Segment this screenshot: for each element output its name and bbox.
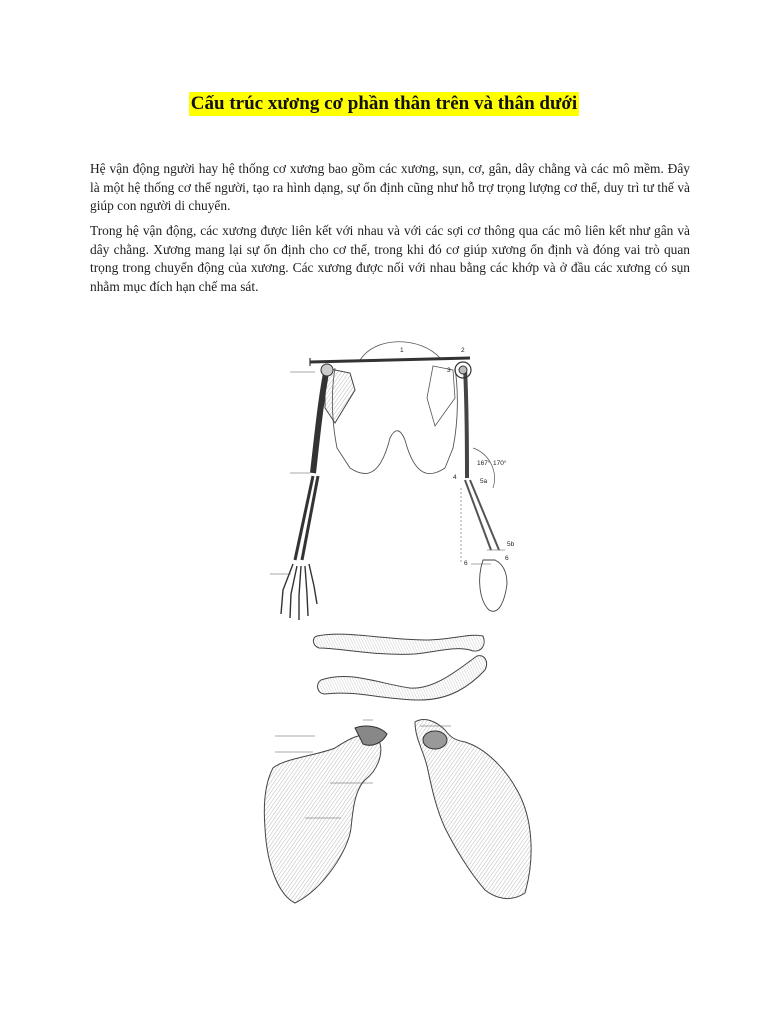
figure-labels <box>400 347 515 567</box>
upper-limb-skeleton <box>270 342 507 620</box>
anatomy-illustration <box>255 328 555 908</box>
label-5a: 5a <box>480 478 488 485</box>
skeleton-drawing <box>255 328 555 908</box>
label-angle-167: 167° <box>477 460 491 467</box>
title-container <box>0 92 768 116</box>
label-4: 4 <box>453 474 457 481</box>
label-3: 3 <box>447 367 451 374</box>
label-5b: 5b <box>507 541 515 548</box>
label-6b: 6 <box>464 560 468 567</box>
paragraph-1: Hệ vận động người hay hệ thống cơ xương bao gồm các xương, sụn, cơ, gân, dây chằng và các mô mềm. Đây là một hệ thống cơ thể người, tạo ra hình dạng, sự ổn định cũng như hỗ trợ trọng lượng cơ thể, duy trì tư thế và giúp con người di chuyển. <box>90 161 690 213</box>
scapula-drawings <box>264 720 531 903</box>
label-6a: 6 <box>505 555 509 562</box>
page-title: Cấu trúc xương cơ phần thân trên và thân dưới <box>190 93 578 114</box>
label-angle-170: 170° <box>493 460 507 467</box>
paragraph-2: Trong hệ vận động, các xương được liên kết với nhau và với các sợi cơ thông qua các mô liên kết như gân và dây chằng. Xương mang lại sự ổn định cho cơ thể, trong khi đó cơ giúp xương ổn định và đóng vai trò quan trọng trong chuyển động của xương. Các xương được nối với nhau bằng các khớp và ở đầu các xương có sụn nhằm mục đích hạn chế ma sát. <box>90 223 690 294</box>
label-2: 2 <box>461 347 465 354</box>
label-1: 1 <box>400 347 404 354</box>
clavicle-drawings <box>313 634 486 700</box>
